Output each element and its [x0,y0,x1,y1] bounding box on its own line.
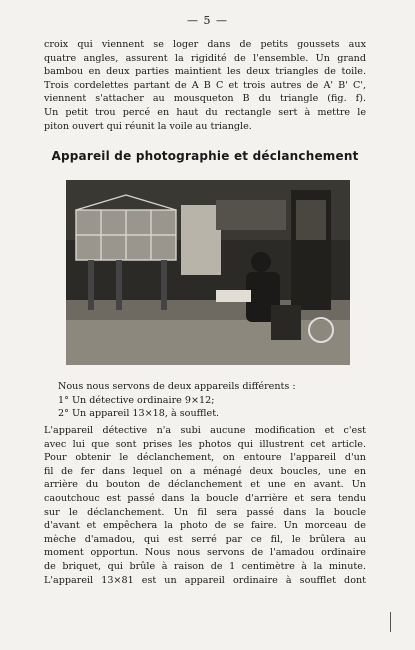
text-line: bambou en deux parties maintient les deux triangles de toile. [44,66,366,78]
text-line: moment opportun. Nous nous servons de l'amadou ordinaire [44,547,366,559]
text-line: L'appareil 13×81 est un appareil ordinaire à soufflet dont [44,574,366,586]
text-line: caoutchouc est passé dans la boucle d'arrière et sera tendu [44,492,366,504]
text-line: Pour obtenir le déclanchement, on entoure l'appareil d'un [44,452,366,464]
text-line: sur le déclanchement. Un fil sera passé dans la boucle [44,506,366,518]
text-line: L'appareil détective n'a subi aucune modification et c'est [44,425,366,436]
text-line: de briquet, qui brûle à raison de 1 centimètre à la minute. [44,560,366,572]
text-line: viennent s'attacher au mousqueton B du triangle (fig. f). [44,93,366,105]
text-line: croix qui viennent se loger dans de petits goussets aux [44,39,366,50]
text-line: arrière du bouton de déclanchement et une en avant. Un [44,479,366,491]
paragraph-bottom [44,424,366,587]
text-line: fil de fer dans lequel on a ménagé deux boucles, une en [44,465,366,477]
list-item: 1° Un détective ordinaire 9×12; [58,394,215,406]
paragraph-top [44,38,366,133]
page-number: — 5 — [187,14,228,27]
margin-mark [390,612,391,632]
text-line: d'avant et empêchera la photo de se faire. Un morceau de [44,520,366,532]
text-line: Un petit trou percé en haut du rectangle sert à mettre le [44,106,366,118]
list-section [44,380,366,421]
section-heading: Appareil de photographie et déclanchement [51,149,359,163]
text-line: Trois cordelettes partant de A B C et trois autres de A' B' C', [44,79,366,91]
text-line: avec lui que sont prises les photos qui illustrent cet article. [44,438,366,450]
list-intro: Nous nous servons de deux appareils différents : [58,381,296,392]
photograph [66,180,350,365]
text-line: quatre angles, assurent la rigidité de l'ensemble. Un grand [44,52,366,64]
photograph-illustration [66,180,350,365]
list-item: 2° Un appareil 13×18, à soufflet. [58,408,220,420]
text-line: piton ouvert qui réunit la voile au triangle. [44,120,252,132]
text-line: mèche d'amadou, qui est serré par ce fil, le brûlera au [44,533,366,545]
